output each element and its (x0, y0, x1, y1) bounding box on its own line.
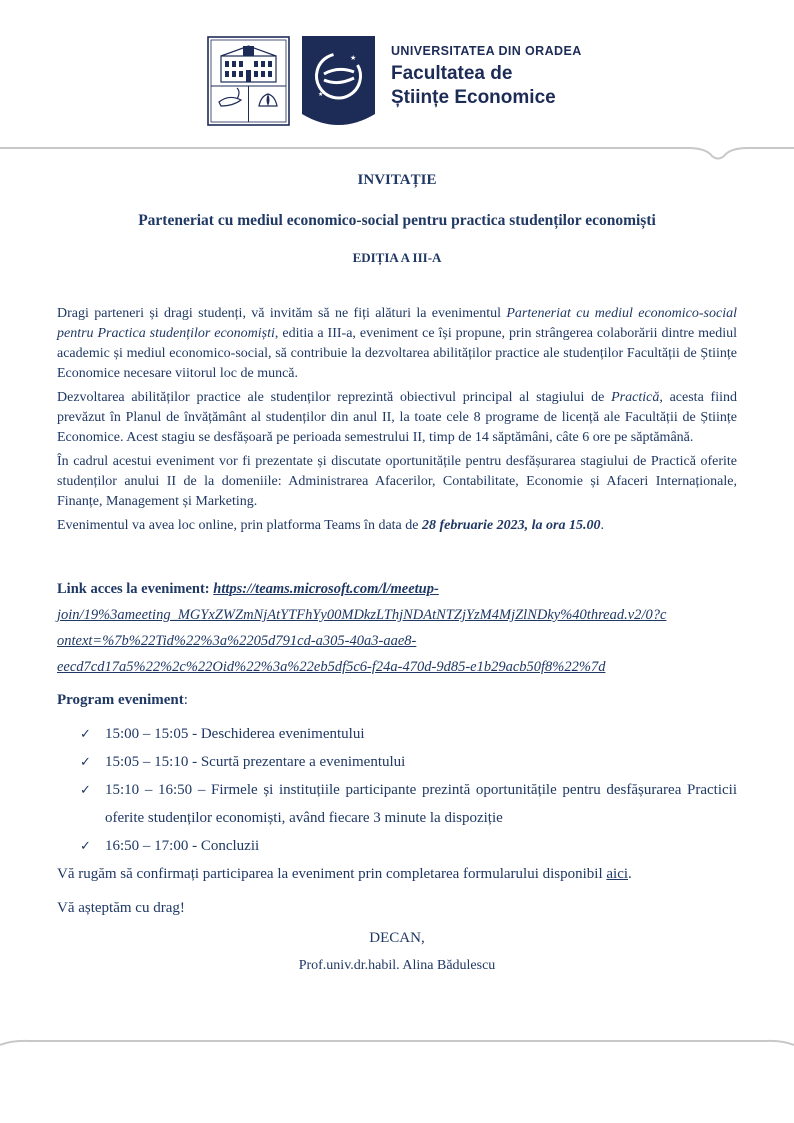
teams-meeting-link-cont[interactable]: ontext=%7b%22Tid%22%3a%2205d791cd-a305-40a3-aae8- (57, 633, 417, 649)
text-run: , editia a III-a, eveniment ce își propune, prin strângerea colaborării dintre mediul academic și mediul economico-social, să contribuie la dezvoltarea abilităților practice ale studenților Facultății de Științe Economice necesare viitorul loc de muncă. (57, 326, 737, 381)
program-item-text: 15:10 – 16:50 – Firmele și instituțiile participante prezintă oportunitățile pentru desfășurarea Practicii oferite studenților economiști, având fiecare 3 minute la dispoziție (105, 782, 737, 826)
check-icon: ✓ (80, 726, 91, 741)
program-item (80, 748, 737, 776)
signature-role: DECAN, (369, 930, 425, 946)
check-icon: ✓ (80, 782, 91, 797)
paragraph-event-content: În cadrul acestui eveniment vor fi prezentate și discutate oportunitățile pentru desfășurarea stagiului de Practică oferite studenților anului II de la domeniile: Administrarea Afacerilor, Contabilitate, Economie și Afaceri Internaționale, Finanțe, Management și Marketing. (57, 454, 737, 509)
program-item-text: 15:00 – 15:05 - Deschiderea evenimentului (105, 726, 365, 742)
text-run: , acesta fiind prevăzut în Planul de învățământ al studenților din anul II, la toate cele 8 programe de licență ale Facultății de Științe Economice. Acest stagiu se desfășoară pe perioada semestrului II, timp de 14 săptămâni, câte 6 ore pe săptămână. (57, 390, 737, 445)
svg-text:★: ★ (350, 54, 357, 62)
program-heading (57, 692, 188, 709)
confirm-form-link[interactable]: aici (606, 866, 629, 882)
faculty-logo-icon (302, 36, 375, 128)
invitation-heading: INVITAȚIE (357, 172, 437, 188)
program-label: Program eveniment (57, 692, 184, 708)
text-run: . (600, 518, 604, 533)
closing-wish: Vă așteptăm cu drag! (57, 900, 185, 916)
meeting-link-line (57, 628, 747, 654)
event-date: 28 februarie 2023, la ora 15.00 (421, 518, 601, 533)
footer-divider (0, 1036, 794, 1052)
text-run: Evenimentul va avea loc online, prin platforma Teams în data de (57, 518, 422, 533)
check-icon: ✓ (80, 838, 91, 853)
faculty-name-line2: Științe Economice (391, 87, 556, 108)
text-run: . (628, 866, 632, 882)
program-item (80, 776, 737, 832)
event-title: Parteneriat cu mediul economico-social pentru practica studenților economiști (138, 212, 656, 229)
invitation-body (57, 304, 737, 536)
event-name-italic: Parteneriat cu mediul economico-social pentru Practica studenților economiști (57, 306, 737, 341)
svg-text:★: ★ (318, 91, 324, 98)
paragraph-intro (57, 304, 737, 384)
paragraph-practice (57, 388, 737, 448)
university-name: UNIVERSITATEA DIN ORADEA (391, 44, 582, 58)
edition-label: EDIȚIA A III-A (352, 250, 442, 265)
link-label: Link acces la eveniment: (57, 581, 214, 597)
practice-italic: Practică (611, 390, 660, 405)
program-item-text: 16:50 – 17:00 - Concluzii (105, 838, 260, 854)
university-crest-icon (207, 36, 290, 126)
text-run: Dragi parteneri și dragi studenți, vă invităm să ne fiți alături la evenimentul (57, 306, 507, 321)
teams-meeting-link-cont[interactable]: eecd7cd17a5%22%2c%22Oid%22%3a%22eb5df5c6-f24a-470d-9d85-e1b29acb50f8%22%7d (57, 659, 606, 675)
meeting-link-line (57, 654, 747, 680)
program-item (80, 832, 737, 860)
header-divider (0, 142, 794, 166)
program-list (80, 720, 737, 860)
letterhead-text (391, 44, 582, 110)
confirm-line (57, 866, 737, 883)
meeting-link-block (57, 576, 747, 680)
teams-meeting-link[interactable]: https://teams.microsoft.com/l/meetup- (213, 581, 439, 597)
letterhead (207, 36, 582, 130)
check-icon: ✓ (80, 754, 91, 769)
program-item (80, 720, 737, 748)
signature-name: Prof.univ.dr.habil. Alina Bădulescu (298, 958, 496, 973)
meeting-link-line (57, 576, 747, 602)
meeting-link-line (57, 602, 747, 628)
program-item-text: 15:05 – 15:10 - Scurtă prezentare a evenimentului (105, 754, 406, 770)
text-run: Dezvoltarea abilităților practice ale studenților reprezintă obiectivul principal al stagiului de (57, 390, 612, 405)
program-colon: : (183, 692, 188, 708)
text-run: Vă rugăm să confirmați participarea la eveniment prin completarea formularului disponibil (57, 866, 607, 882)
paragraph-schedule (57, 516, 737, 536)
faculty-name-line1: Facultatea de (391, 63, 513, 84)
teams-meeting-link-cont[interactable]: join/19%3ameeting_MGYxZWZmNjAtYTFhYy00MDkzLThjNDAtNTZjYzM4MjZlNDky%40thread.v2/0?c (57, 607, 667, 623)
